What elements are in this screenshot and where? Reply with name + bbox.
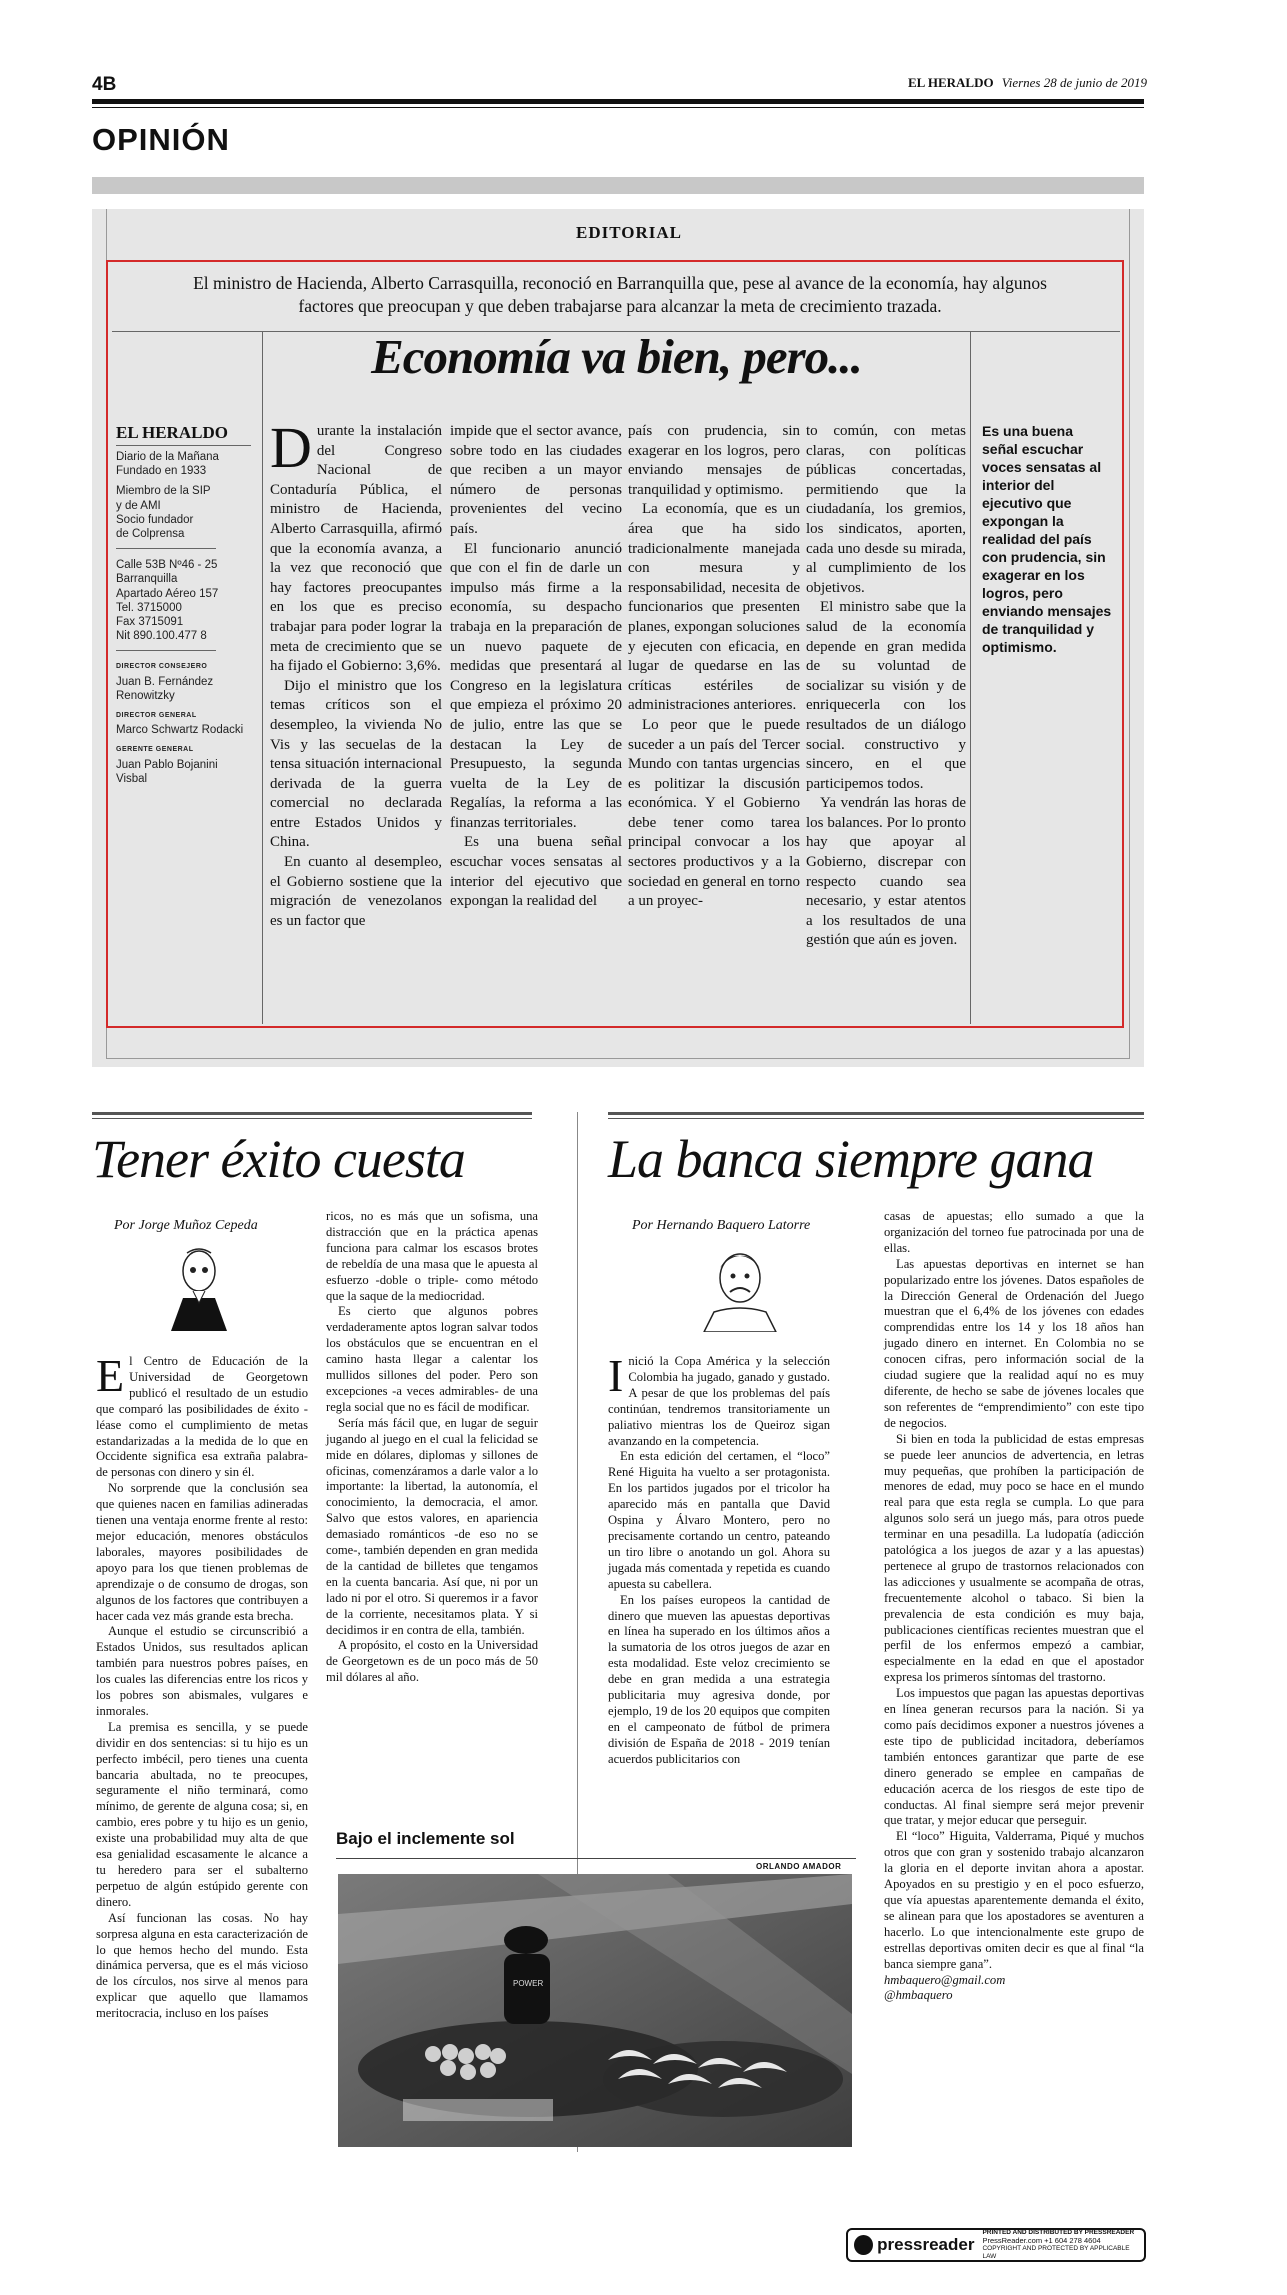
masthead-phone: Tel. 3715000: [116, 601, 182, 614]
masthead-address: Apartado Aéreo 157: [116, 587, 219, 600]
article-paragraph: No sorprende que la conclusión sea que quienes nacen en familias adineradas tienen una ventaja enorme frente al resto: mejor educación, menores obstáculos laborales, mayores posibilidades de apoyo para los que tienen problemas de aprendizaje o de consumo de drogas, son algunos de los factores que contribuyen a hacer cada vez más grande esta brecha.: [96, 1481, 308, 1623]
photo-title: Bajo el inclemente sol: [336, 1829, 515, 1848]
right-title-rule: [608, 1112, 1144, 1115]
photo-rule: [336, 1858, 856, 1859]
portrait-sketch: [700, 1240, 780, 1332]
left-article-col-1: [96, 1350, 308, 2022]
editorial-column-2: [450, 422, 622, 912]
masthead-desc: Diario de la Mañana: [116, 451, 219, 463]
article-paragraph: Si bien en toda la publicidad de estas empresas se puede leer anuncios de advertencia, en letras muy pequeñas, que prohíben la participación de menores de edad, muy poco se hace en el mundo real para que esta regla se cumpla. Lo que para algunos solo será un juego más, para otros puede terminar en una pesadilla. La ludopatía (adicción patológica a los juegos de azar y a las apuestas) pertenece al grupo de trastornos relacionados con las adicciones y usualmente se acompaña de otras, frecuentemente alcohol o tabaco. Si bien la prevalencia de esta condición es muy baja, publicaciones científicas recientes muestran que el perfil de los enfermos empezó a cambiar, especialmente en la edad en que el apostador expresa los primeros síntomas del trastorno.: [884, 1431, 1144, 1685]
article-paragraph: Es cierto que algunos pobres verdaderamente aptos logran salvar todos los obstáculos que se encuentran en el camino hasta llegar a calentar los mullidos sillones del poder. Pero son excepciones -a veces admirables- de una regla social que no es fácil de modificar.: [326, 1304, 538, 1414]
pressreader-badge: [846, 2228, 1146, 2262]
article-paragraph: [608, 1350, 830, 1449]
left-byline: Por Jorge Muñoz Cepeda: [114, 1218, 258, 1233]
header-rule: [92, 99, 1144, 104]
masthead-person: Renowitzky: [116, 689, 175, 702]
editorial-column-1: [270, 415, 442, 931]
masthead-role: GERENTE GENERAL: [116, 746, 194, 754]
article-paragraph: [96, 1350, 308, 1481]
masthead-member: Socio fundador: [116, 513, 194, 526]
author-portrait: [700, 1240, 780, 1332]
editorial-pullquote: Es una buena señal escuchar voces sensatas al interior del ejecutivo que expongan la realidad del país con prudencia, sin exagerar en los logros, pero enviando mensajes de tranquilidad y optimismo.: [982, 423, 1112, 655]
author-handle: @hmbaquero: [884, 1988, 953, 2003]
editorial-lead: El ministro de Hacienda, Alberto Carrasquilla, reconoció en Barranquilla que, pese al avance de la economía, hay algunos factores que preocupan y que deben trabajarse para alcanzar la meta de crecimiento trazada.: [193, 273, 1047, 316]
masthead-member: de Colprensa: [116, 528, 185, 541]
header-date-line: [908, 75, 1147, 91]
article-paragraph: La premisa es sencilla, y se puede dividir en dos sentencias: si tu hijo es un perfecto imbécil, pero tienes una cuenta bancaria abultada, no te preocupes, seguramente el niño terminará, como mínimo, de gerente de alguna cosa; si, en cambio, eres pobre y tu hijo es un genio, existe una probabilidad muy alta de que esa genialidad escasamente le alcance a tu heredero para ser el subalterno perpetuo de algún estúpido gerente con dinero.: [96, 1719, 308, 1909]
masthead-person: Juan Pablo Bojanini: [116, 758, 218, 771]
masthead-info: [116, 450, 258, 786]
masthead-address: Calle 53B Nº46 - 25: [116, 559, 218, 572]
masthead-member: y de AMI: [116, 499, 161, 512]
drop-cap: E: [96, 1350, 125, 1401]
article-paragraph: ricos, no es más que un sofisma, una distracción que en la práctica apenas funciona para calmar los escasos brotes de rebeldía de una masa que le apuesta al esfuerzo -doble o triple- como método que la saque de la mediocridad.: [326, 1209, 538, 1303]
left-title-rule: [92, 1112, 532, 1115]
masthead-person: Juan B. Fernández: [116, 675, 214, 688]
masthead-role: DIRECTOR GENERAL: [116, 712, 197, 720]
editorial-vrule-right: [970, 331, 971, 1024]
author-email: hmbaquero@gmail.com: [884, 1972, 1006, 1987]
pressreader-logo-icon: [854, 2235, 873, 2255]
article-paragraph: Aunque el estudio se circunscribió a Estados Unidos, sus resultados aplican también para nuestros pobres países, en los cuales las diferencias entre los ricos y los pobres son abismales, vulgares e inmorales.: [96, 1624, 308, 1718]
editorial-column-3: [628, 422, 800, 912]
drop-cap: I: [608, 1350, 624, 1401]
article-paragraph: En esta edición del certamen, el “loco” René Higuita ha vuelto a ser protagonista. En los partidos jugados por el tricolor ha aparecido más en pantalla que David Ospina y Álvaro Montero, pero no precisamente cortando un centro, pateando un tiro libre o anotando un gol. Ahora su jugada más comentada y repetida es cuando apuesta su cabellera.: [608, 1449, 830, 1591]
masthead-address: Barranquilla: [116, 573, 178, 586]
right-column-title: La banca siempre gana: [608, 1129, 1094, 1189]
article-paragraph: Así funcionan las cosas. No hay sorpresa alguna en esta caracterización de lo que hemos hecho del mundo. Esta dinámica perversa, que es el más vicioso de los círculos, nos sirve al menos para explicar que aquello que llamamos meritocracia, incluso en los países: [96, 1910, 308, 2021]
section-title: OPINIÓN: [92, 122, 230, 157]
masthead-nit: Nit 890.100.477 8: [116, 630, 207, 643]
fruit-vendor-photo: [338, 1874, 852, 2147]
pressreader-line: COPYRIGHT AND PROTECTED BY APPLICABLE LAW: [982, 2245, 1130, 2260]
article-text: l Centro de Educación de la Universidad de Georgetown publicó el resultado de un estudio que comparó las posibilidades de éxito -léase como el cumplimiento de metas estandarizadas a la medida de lo que en Occidente significa esa extraña palabra- de personas con dinero y sin él.: [96, 1354, 308, 1480]
news-photo: [338, 1874, 852, 2147]
left-title-rule-thin: [92, 1118, 532, 1119]
section-bar: [92, 177, 1144, 194]
article-paragraph: casas de apuestas; ello sumado a que la organización del torneo fue patrocinada por una de ellas.: [884, 1209, 1144, 1255]
editorial-paragraph: impide que el sector avance, sobre todo en las ciudades que reciben a un mayor número de personas provenientes del vecino país.: [450, 423, 622, 537]
svg-text:POWER: POWER: [513, 1979, 544, 1988]
editorial-paragraph: Lo peor que le puede suceder a un país del Tercer Mundo con tantas urgencias es politizar la discusión económica. Y el Gobierno debe tener como tarea principal convocar a los sectores productivos y a la sociedad en general en torno a un proyec-: [628, 716, 800, 910]
editorial-paragraph: país con prudencia, sin exagerar en los logros, pero enviando mensajes de tranquilidad y optimismo.: [628, 423, 800, 498]
article-paragraph: El “loco” Higuita, Valderrama, Piqué y muchos otros que con gran y sostenido trabajo alcanzaron la gloria en el deporte invitan ahora a apostar. Apoyados en su prestigio y en el poco esfuerzo, que vía apuestas aparentemente demanda el éxito, se alinean para que los apostadores se aventuren a hacerlo. Lo que intencionalmente este grupo de estrellas deportivas omiten decir es que al final “la banca siempre gana”.: [884, 1829, 1144, 1971]
drop-cap: D: [270, 415, 312, 480]
masthead-member: Miembro de la SIP: [116, 485, 211, 498]
masthead-person: Visbal: [116, 772, 148, 785]
left-column-title: Tener éxito cuesta: [92, 1129, 465, 1189]
pressreader-brand: pressreader: [877, 2235, 975, 2254]
issue-date: Viernes 28 de junio de 2019: [1001, 75, 1147, 90]
photo-credit: ORLANDO AMADOR: [756, 1862, 842, 1871]
editorial-paragraph: Es una buena señal escuchar voces sensatas al interior del ejecutivo que expongan la realidad del: [450, 834, 622, 910]
right-byline: Por Hernando Baquero Latorre: [632, 1218, 811, 1233]
editorial-paragraph: to común, con metas claras, con políticas públicas concertadas, permitiendo que la ciudadanía, los gremios, los sindicatos, aporten, cada uno desde su mirada, al cumplimiento de los objetivos.: [806, 423, 966, 596]
article-paragraph: Los impuestos que pagan las apuestas deportivas en línea generan recursos para la nación. Si ya como país decidimos exponer a nuestros jóvenes a este tipo de publicidad incitadora, deberíamos también entonces garantizar que parte de ese dinero generado se emplee en campañas de educación acerca de los riesgos de este tipo de conductas. Al final siempre será mejor prevenir que tratar, y mejor educar que perseguir.: [884, 1686, 1144, 1828]
masthead-founded: Fundado en 1933: [116, 465, 207, 478]
editorial-paragraph: El funcionario anunció que con el fin de darle un impulso más firme a la economía, su despacho trabaja en la preparación de un nuevo paquete de medidas que presentará al Congreso en la legislatura que empieza el próximo 20 de julio, entre las que se destacan la Ley de Presupuesto, la segunda vuelta de la Ley de Regalías, la reforma a las finanzas territoriales.: [450, 540, 622, 831]
editorial-title: Economía va bien, pero...: [371, 329, 862, 384]
paper-name: EL HERALDO: [907, 75, 994, 90]
editorial-paragraph: El ministro sabe que la salud de la economía depende en gran medida de su voluntad de socializar su visión y de enriquecerla con los resultados de un diálogo social. constructivo y sincero, en el que participemos todos.: [806, 599, 966, 792]
masthead-person: Marco Schwartz Rodacki: [116, 724, 244, 737]
left-article-col-2: [326, 1209, 538, 1686]
editorial-text: urante la instalación del Congreso Nacional de Contaduría Pública, el ministro de Hacienda, Alberto Carrasquilla, afirmó que la economía avanza, a la vez que reconoció que hay factores preocupantes en los que es preciso trabajar para poder lograr la meta de crecimiento que se ha fijado el Gobierno: 3,6%.: [270, 423, 442, 675]
editorial-paragraph: Dijo el ministro que los temas críticos son el desempleo, la vivienda No Vis y las secuelas de la tensa situación internacional derivada de la guerra comercial no declarada entre Estados Unidos y China.: [270, 677, 442, 851]
editorial-paragraph: En cuanto al desempleo, el Gobierno sostiene que la migración de venezolanos es un factor que: [270, 854, 442, 929]
article-paragraph: Sería más fácil que, en lugar de seguir jugando al juego en el cual la felicidad se mide en dólares, diplomas y sillones de oficinas, comenzáramos a darle valor a lo importante: la libertad, la autonomía, el conocimiento, la democracia, el amor. Salvo que estos valores, en apariencia demasiado románticos -de eso no se come-, también dependen en gran medida de la cantidad de billetes que tengamos en la cuenta bancaria. Así que, ni por un lado ni por el otro. Si queremos ir a favor de la corriente, necesitamos plata. Y si decidimos ir en contra de ella, también.: [326, 1415, 538, 1637]
article-paragraph: A propósito, el costo en la Universidad de Georgetown es de un poco más de 50 mil dólares al año.: [326, 1638, 538, 1685]
masthead-role: DIRECTOR CONSEJERO: [116, 663, 208, 671]
author-portrait: [163, 1243, 235, 1331]
masthead-name: EL HERALDO: [116, 423, 251, 446]
editorial-column-4: [806, 422, 966, 951]
right-title-rule-thin: [608, 1118, 1144, 1119]
portrait-sketch: [163, 1243, 235, 1331]
editorial-paragraph: Ya vendrán las horas de los balances. Por lo pronto hay que apoyar al Gobierno, discrepar con respecto cuando sea necesario, y estar atentos a los resultados de una gestión que aún es joven.: [806, 795, 966, 949]
article-text: nició la Copa América y la selección Colombia ha jugado, ganado y gustado. A pesar de que los problemas del país continúan, tendremos transitoriamente un paliativo mientras los de Queiroz sigan avanzando en la competencia.: [608, 1354, 830, 1448]
right-article-col-1: [608, 1350, 830, 1768]
masthead-fax: Fax 3715091: [116, 616, 184, 629]
article-paragraph: En los países europeos la cantidad de dinero que mueven las apuestas deportivas en línea ha superado en los últimos años a la sumatoria de los otros juegos de azar en esta modalidad. Este veloz crecimiento se debe en gran medida a una estrategia publicitaria muy agresiva donde, por ejemplo, 19 de los 20 equipos que compiten en el campeonato de fútbol de primera división de España de 2018 - 2019 tenían acuerdos publicitarios con: [608, 1592, 830, 1766]
editorial-label: EDITORIAL: [576, 223, 682, 242]
editorial-paragraph: La economía, que es un área que ha sido tradicionalmente manejada con mesura y responsabilidad, necesita de funcionarios que presenten planes, expongan soluciones y ejecuten con eficacia, en lugar de quedarse en las críticas estériles de administraciones anteriores.: [628, 501, 800, 714]
editorial-paragraph: [270, 415, 442, 677]
pressreader-info: [982, 2229, 1138, 2261]
page-number: 4B: [92, 74, 117, 95]
article-paragraph: Las apuestas deportivas en internet se han popularizado entre los jóvenes. Datos españoles de la Dirección General de Ordenación del Juego muestran que el 6,4% de los jóvenes con edades comprendidas entre los 14 y los 18 años han jugado dinero en internet. En Colombia no se conocen cifras, pero información social de la ciudad sugiere que la realidad aquí no es muy diferente, de hecho se sabe de jóvenes locales que son referentes de “emprendimiento” con este tipo de negocios.: [884, 1256, 1144, 1430]
editorial-vrule-left: [262, 331, 263, 1024]
right-article-col-2: [884, 1209, 1144, 2004]
header-rule-thin: [92, 107, 1144, 108]
pressreader-line: PRINTED AND DISTRIBUTED BY PRESSREADER: [982, 2229, 1135, 2236]
pressreader-line: PressReader.com +1 604 278 4604: [982, 2236, 1101, 2245]
